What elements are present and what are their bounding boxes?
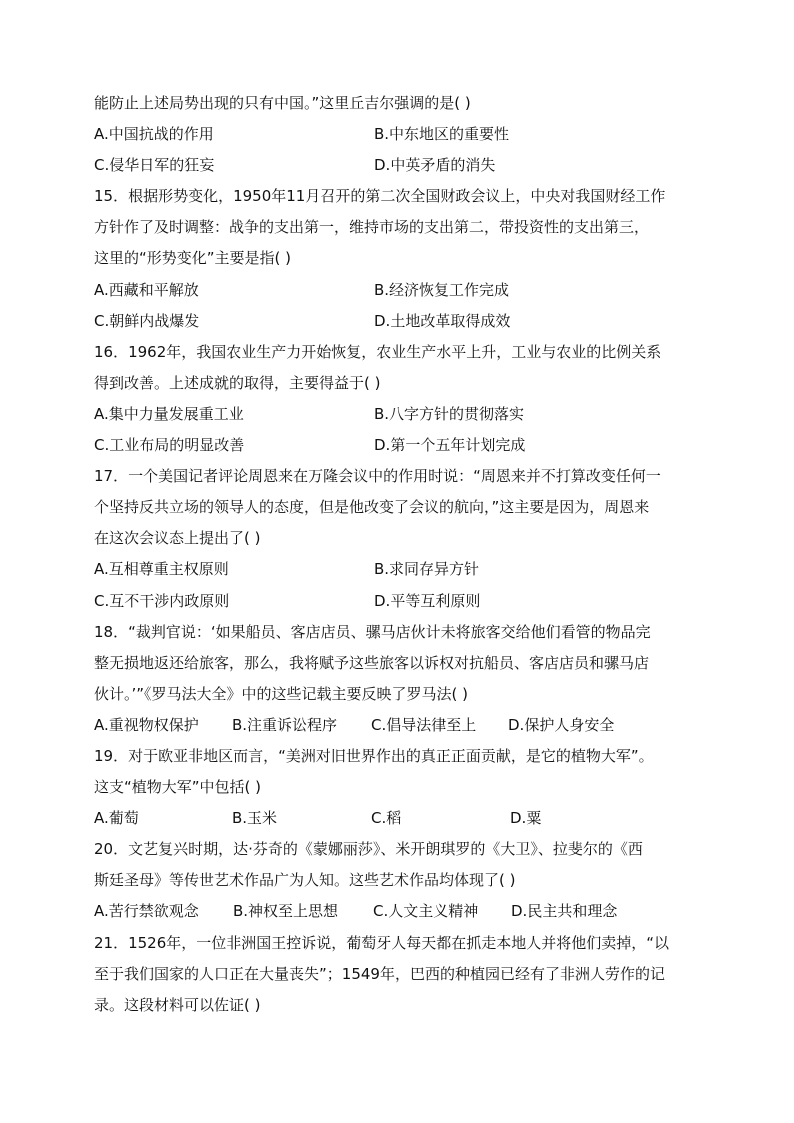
q14-option-c[interactable]: C.侵华日军的狂妄 [94, 156, 215, 175]
q17-stem-line: 17．一个美国记者评论周恩来在万隆会议中的作用时说：“周恩来并不打算改变任何一 [94, 467, 661, 486]
q20-options [94, 896, 704, 927]
q15-stem-line: 15．根据形势变化，1950年11月召开的第二次全国财政会议上，中央对我国财经工作 [94, 187, 666, 206]
q21-stem-line: 21．1526年，一位非洲国王控诉说，葡萄牙人每天都在抓走本地人并将他们卖掉，“以 [94, 933, 670, 952]
q17-option-a[interactable]: A.互相尊重主权原则 [94, 560, 229, 579]
q17-option-d[interactable]: D.平等互利原则 [374, 591, 481, 610]
q18-option-b[interactable]: B.注重诉讼程序 [232, 715, 338, 734]
q20-option-d[interactable]: D.民主共和理念 [511, 902, 618, 921]
q18-option-a[interactable]: A.重视物权保护 [94, 715, 199, 734]
q19-option-b[interactable]: B.玉米 [232, 809, 278, 828]
q21-stem-line: 至于我们国家的人口正在大量丧失”；1549年，巴西的种植园已经有了非洲人劳作的记 [94, 964, 665, 983]
q17-option-b[interactable]: B.求同存异方针 [374, 560, 480, 579]
q19-options [94, 803, 704, 834]
q17-stem-line: 个坚持反共立场的领导人的态度，但是他改变了会议的航向，”这主要是因为，周恩来 [94, 498, 650, 517]
q16-options [94, 399, 704, 430]
q19-option-d[interactable]: D.粟 [510, 809, 542, 828]
q16-option-a[interactable]: A.集中力量发展重工业 [94, 404, 244, 423]
q16-stem-line: 16．1962年，我国农业生产力开始恢复，农业生产水平上升，工业与农业的比例关系 [94, 342, 662, 361]
q18-option-c[interactable]: C.倡导法律至上 [371, 715, 477, 734]
q15-option-b[interactable]: B.经济恢复工作完成 [374, 280, 510, 299]
q20-option-c[interactable]: C.人文主义精神 [373, 902, 479, 921]
q19-stem-line: 19．对于欧亚非地区而言，“美洲对旧世界作出的真正正面贡献，是它的植物大军”。 [94, 746, 654, 765]
q17-options [94, 586, 704, 617]
q15-stem-line: 这里的“形势变化”主要是指( ) [94, 249, 292, 268]
q17-option-c[interactable]: C.互不干涉内政原则 [94, 591, 230, 610]
q15-option-c[interactable]: C.朝鲜内战爆发 [94, 311, 200, 330]
q16-option-c[interactable]: C.工业布局的明显改善 [94, 436, 245, 455]
question-list [94, 88, 704, 1021]
q14-stem-line: 能防止上述局势出现的只有中国。”这里丘吉尔强调的是( ) [94, 94, 471, 112]
q18-options [94, 710, 704, 741]
q19-option-c[interactable]: C.稻 [371, 809, 402, 828]
q16-options [94, 430, 704, 461]
q16-option-b[interactable]: B.八字方针的贯彻落实 [374, 404, 525, 423]
q14-option-d[interactable]: D.中英矛盾的消失 [374, 156, 496, 175]
q14-options [94, 150, 704, 181]
q20-option-b[interactable]: B.神权至上思想 [233, 902, 339, 921]
q21-stem-line: 录。这段材料可以佐证( ) [94, 995, 261, 1014]
q19-stem-line: 这支“植物大军”中包括( ) [94, 778, 262, 797]
q17-stem-line: 在这次会议态上提出了( ) [94, 529, 261, 548]
q14-options [94, 119, 704, 150]
q18-option-d[interactable]: D.保护人身安全 [508, 715, 615, 734]
q18-stem-line: 伙计。’”《罗马法大全》中的这些记载主要反映了罗马法( ) [94, 684, 469, 703]
q20-stem-line: 斯廷圣母》等传世艺术作品广为人知。这些艺术作品均体现了( ) [94, 871, 516, 890]
q16-option-d[interactable]: D.第一个五年计划完成 [374, 436, 526, 455]
q14-option-a[interactable]: A.中国抗战的作用 [94, 125, 214, 144]
q19-option-a[interactable]: A.葡萄 [94, 809, 139, 828]
q20-option-a[interactable]: A.苦行禁欲观念 [94, 902, 199, 921]
q15-stem-line: 方针作了及时调整：战争的支出第一，维持市场的支出第二，带投资性的支出第三， [94, 218, 650, 237]
q15-option-d[interactable]: D.土地改革取得成效 [374, 311, 511, 330]
q18-stem-line: 整无损地返还给旅客，那么，我将赋予这些旅客以诉权对抗船员、客店店员和骡马店 [94, 653, 650, 672]
q17-options [94, 554, 704, 585]
q20-stem-line: 20．文艺复兴时期，达·芬奇的《蒙娜丽莎》、米开朗琪罗的《大卫》、拉斐尔的《西 [94, 840, 643, 859]
q14-option-b[interactable]: B.中东地区的重要性 [374, 125, 510, 144]
q15-options [94, 306, 704, 337]
q15-options [94, 275, 704, 306]
q16-stem-line: 得到改善。上述成就的取得，主要得益于( ) [94, 373, 381, 392]
q18-stem-line: 18．“裁判官说：‘如果船员、客店店员、骡马店伙计未将旅客交给他们看管的物品完 [94, 622, 651, 641]
q15-option-a[interactable]: A.西藏和平解放 [94, 280, 199, 299]
